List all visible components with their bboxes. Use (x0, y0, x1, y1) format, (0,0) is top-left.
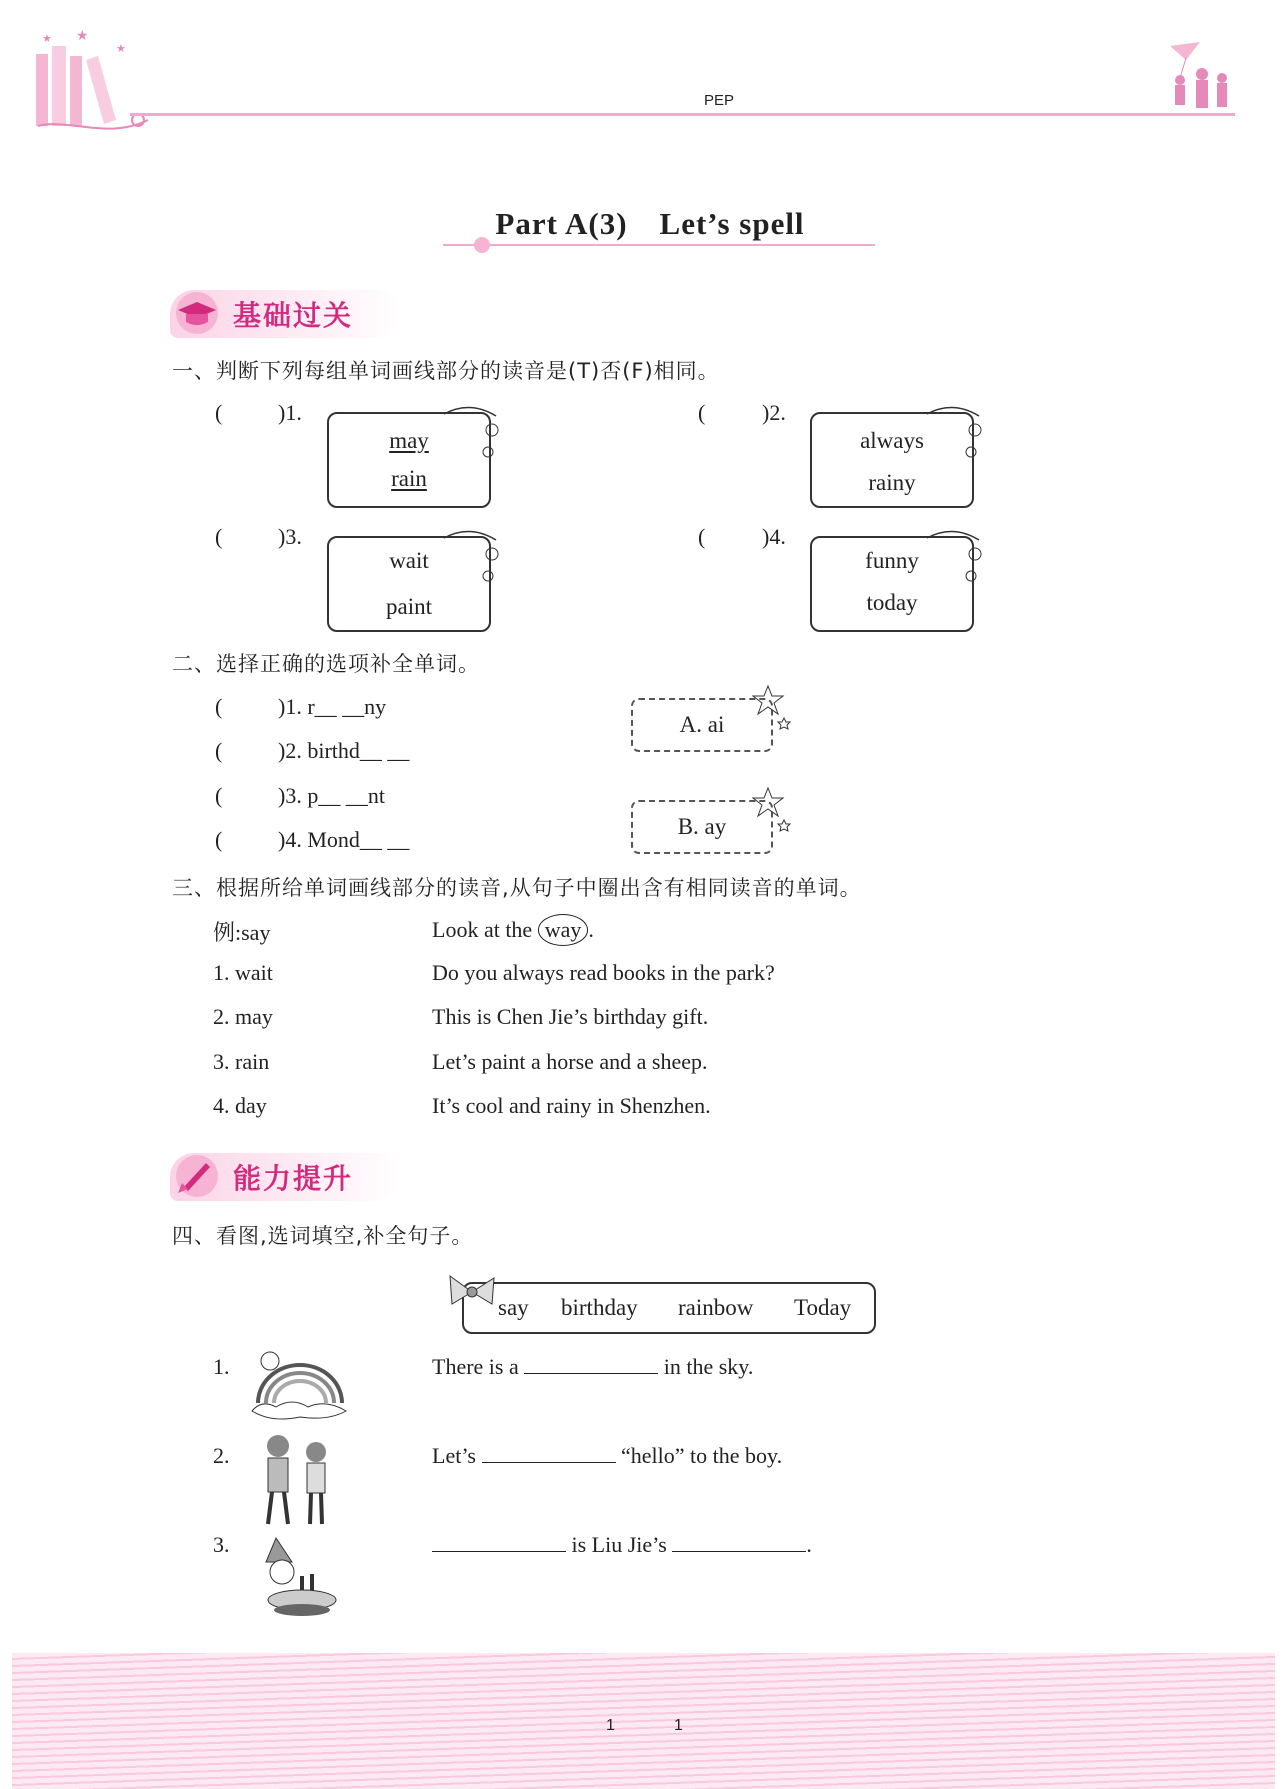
q4-item2-pre: Let’s (432, 1443, 476, 1468)
q1-item2-word2: rainy (868, 470, 916, 495)
q2-item4-paren: ( (215, 827, 223, 852)
word-bank-today: Today (794, 1295, 852, 1320)
q1-item3-word1: wait (389, 548, 429, 573)
q3-item3-label: 3. rain (213, 1049, 270, 1074)
q3-item2-label: 2. may (213, 1004, 273, 1029)
q1-item1-paren: ( (215, 400, 223, 425)
q1-item4-word2: today (866, 590, 918, 615)
q2-item2-paren: ( (215, 738, 223, 763)
q4-item1-pre: There is a (432, 1354, 519, 1379)
header-rule (130, 113, 1235, 116)
q1-item1-word1: may (389, 428, 429, 453)
title-dot (474, 237, 490, 253)
q3-item4-label: 4. day (213, 1093, 267, 1118)
flower-vine-icon (923, 400, 989, 472)
q4-item1-post: in the sky. (663, 1354, 754, 1379)
star-icon (752, 786, 792, 834)
q1-item1-word2: rain (391, 466, 427, 491)
q3-item1-label: 1. wait (213, 960, 273, 985)
q4-item1-number: 1. (213, 1354, 230, 1379)
rocket-icon (172, 1153, 222, 1199)
title-rule (443, 244, 875, 246)
q3-item1-sentence: Do you always read books in the park? (432, 960, 775, 985)
q1-item4-word1: funny (865, 548, 919, 573)
section-heading-advanced: 能力提升 (233, 1162, 354, 1195)
q2-item4-text: )4. Mond__ __ (278, 827, 410, 852)
q4-item2-blank[interactable] (482, 1444, 616, 1463)
q3-item3-sentence: Let’s paint a horse and a sheep. (432, 1049, 708, 1074)
q1-item4-number: )4. (762, 524, 786, 549)
kids-kite-icon (1160, 38, 1240, 116)
word-bank-rainbow: rainbow (678, 1295, 754, 1320)
q1-item3-number: )3. (278, 524, 302, 549)
svg-text:★: ★ (42, 33, 52, 45)
q2-item3-text: )3. p__ __nt (278, 783, 385, 808)
word-bank-say: say (498, 1295, 529, 1320)
page-number-right: 1 (674, 1717, 683, 1734)
birthday-boy-icon (262, 1536, 340, 1620)
q1-item3-paren: ( (215, 524, 223, 549)
flower-vine-icon (923, 524, 989, 596)
q3-item4-sentence: It’s cool and rainy in Shenzhen. (432, 1093, 711, 1118)
q4-item2-number: 2. (213, 1443, 230, 1468)
q4-item1-sentence (432, 1354, 753, 1380)
q4-item1-blank[interactable] (524, 1355, 658, 1374)
q1-item3-word2: paint (386, 594, 432, 619)
q3-example-post: . (588, 917, 594, 942)
bow-icon (444, 1264, 500, 1320)
q4-item3-blank2[interactable] (672, 1533, 806, 1552)
q1-item4-paren: ( (698, 524, 706, 549)
flower-vine-icon (440, 524, 506, 596)
q2-item3-paren: ( (215, 783, 223, 808)
books-decoration-icon (28, 20, 153, 135)
graduation-cap-icon (172, 290, 222, 336)
q4-item3-blank1[interactable] (432, 1533, 566, 1552)
star-icon (752, 684, 792, 732)
q3-example-pre: Look at the (432, 917, 533, 942)
q4-item3-sentence (432, 1532, 812, 1558)
q1-item2-word1: always (860, 428, 924, 453)
option-a-box: A. ai (631, 698, 773, 752)
series-label: PEP (704, 92, 735, 109)
q1-instruction: 一、判断下列每组单词画线部分的读音是(T)否(F)相同。 (172, 359, 720, 383)
q1-item2-paren: ( (698, 400, 706, 425)
option-b-box: B. ay (631, 800, 773, 854)
q4-item3-number: 3. (213, 1532, 230, 1557)
svg-text:★: ★ (116, 43, 126, 55)
q4-item2-post: “hello” to the boy. (621, 1443, 783, 1468)
q4-item3-mid: is Liu Jie’s (571, 1532, 667, 1557)
svg-text:★: ★ (76, 29, 89, 44)
q3-instruction: 三、根据所给单词画线部分的读音,从句子中圈出含有相同读音的单词。 (172, 876, 862, 900)
q3-item2-sentence: This is Chen Jie’s birthday gift. (432, 1004, 709, 1029)
q3-example-sentence (432, 914, 594, 946)
q4-item2-sentence (432, 1443, 782, 1469)
q1-item1-number: )1. (278, 400, 302, 425)
q3-example-circled-word: way (538, 914, 589, 946)
q2-item2-text: )2. birthd__ __ (278, 738, 410, 763)
q1-item2-number: )2. (762, 400, 786, 425)
two-boys-icon (254, 1432, 342, 1530)
q4-instruction: 四、看图,选词填空,补全句子。 (172, 1224, 474, 1248)
word-bank-birthday: birthday (561, 1295, 638, 1320)
q2-item1-paren: ( (215, 694, 223, 719)
q3-example-label: 例:say (213, 920, 271, 945)
rainbow-icon (248, 1345, 352, 1423)
page-title: Part A(3) Let’s spell (495, 206, 805, 241)
q2-instruction: 二、选择正确的选项补全单词。 (172, 652, 480, 676)
q2-item1-text: )1. r__ __ny (278, 694, 387, 719)
section-heading-basic: 基础过关 (233, 299, 354, 332)
page-number-left: 1 (606, 1717, 615, 1734)
flower-vine-icon (440, 400, 506, 472)
footer-band (12, 1653, 1275, 1789)
q4-item3-post: . (806, 1532, 812, 1557)
